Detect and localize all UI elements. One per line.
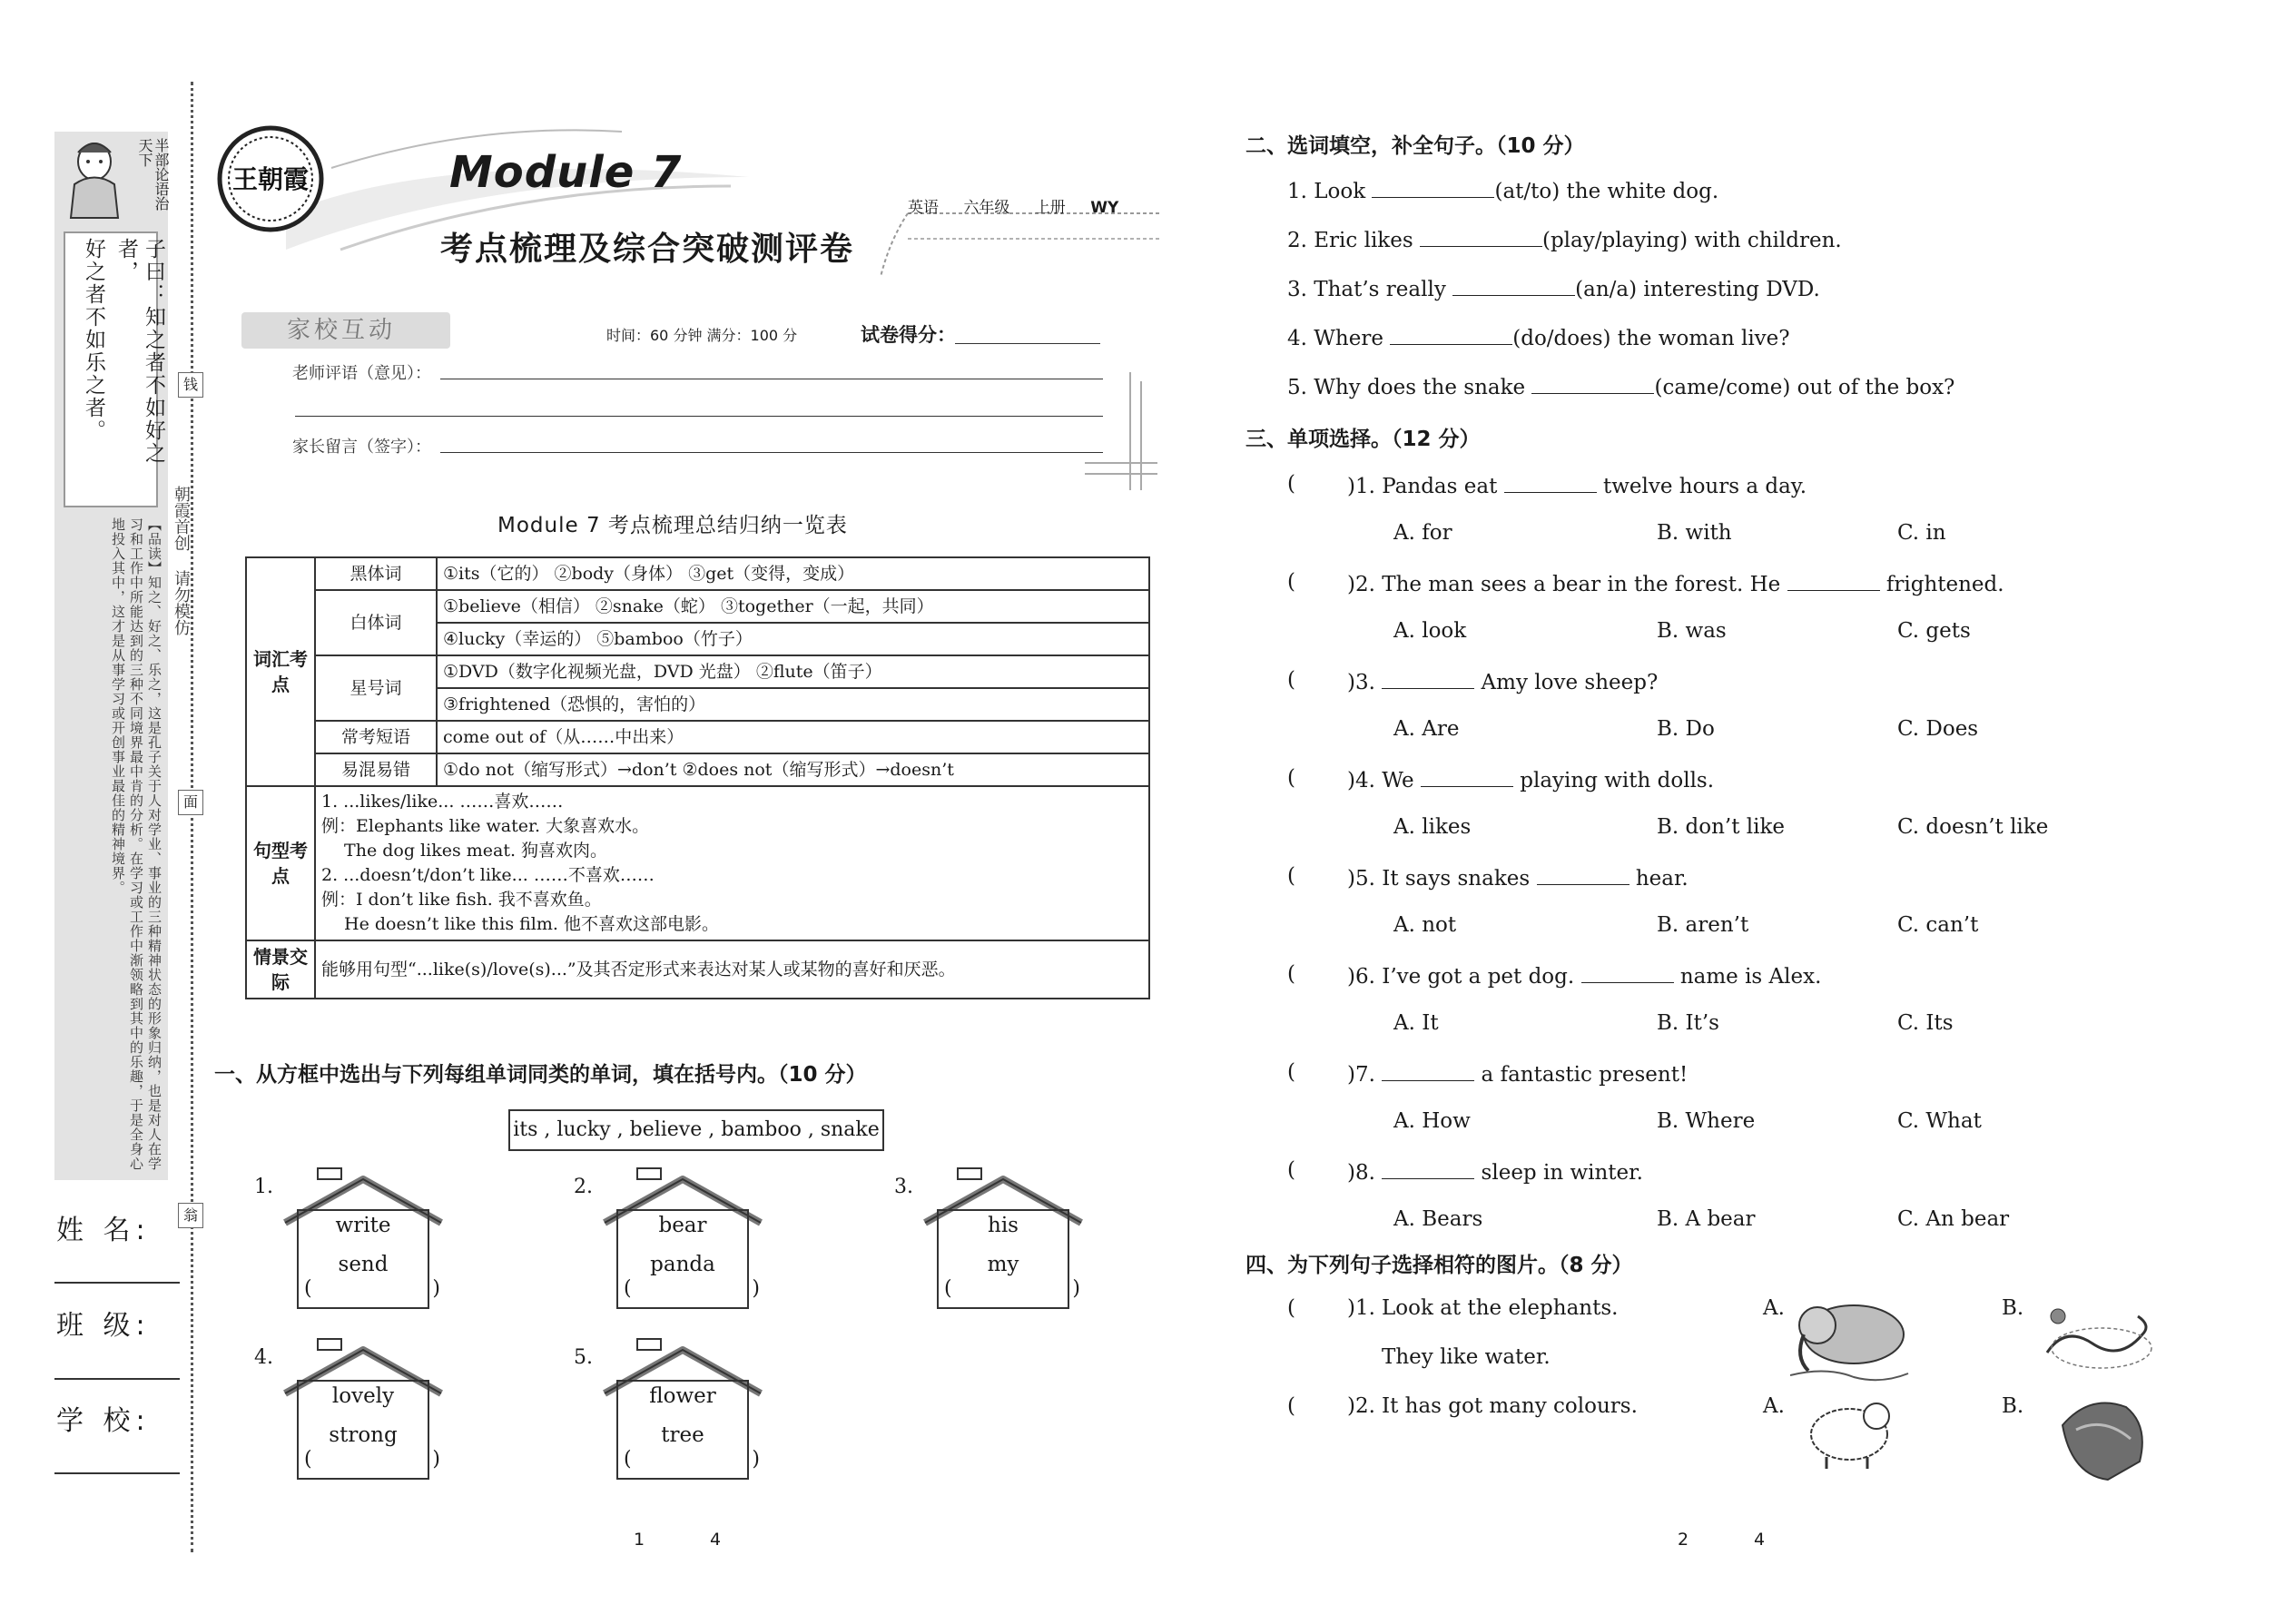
s3-question [1347,962,1821,989]
paren-open: ( [624,1448,632,1471]
summary-table [245,556,1150,999]
house-number: 4. [254,1346,273,1369]
s3-option-b[interactable]: B. A bear [1657,1207,1756,1231]
school-line[interactable] [54,1472,180,1474]
s3-pre: Pandas eat [1382,475,1498,498]
paren-close: ) [752,1448,760,1471]
sage-caption: 半部论语治天下 [136,138,170,211]
parent-comment-line[interactable] [440,452,1103,453]
teacher-comment-line2[interactable] [295,416,1103,417]
plain-words-line1: ①believe（相信） ②snake（蛇） ③together（一起，共同） [443,596,934,616]
s3-blank[interactable] [1787,570,1880,591]
house-word2: tree [661,1423,704,1447]
left-page-num2: 4 [710,1530,722,1550]
s4-q1-option-b[interactable]: B. [2002,1296,2024,1320]
s3-answer-paren[interactable]: ( [1287,472,1295,496]
s3-answer-paren[interactable]: ( [1287,1060,1295,1084]
bold-words-line1: ①its（它的） ②body（身体） ③get（变得，变成） [443,564,855,584]
module-title: Module 7 [449,147,683,198]
s3-question [1347,1060,1688,1087]
s3-option-c[interactable]: C. Its [1897,1011,1954,1035]
main-title: 考点梳理及综合突破测评卷 [440,231,855,268]
section2-title: 二、选词填空，补全句子。（10 分） [1245,134,1585,158]
logo-text: 王朝霞 [231,164,310,194]
s3-option-c[interactable]: C. Does [1897,717,1979,741]
snake-image[interactable] [2038,1298,2156,1380]
s2-blank[interactable] [1390,324,1512,345]
s3-num: )8. [1347,1161,1375,1185]
s2-pre: 3. That’s really [1287,278,1446,301]
right-page-num1: 2 [1678,1530,1689,1550]
s4-q1-option-a[interactable]: A. [1763,1296,1785,1320]
s3-question [1347,472,1807,498]
s3-question [1347,1158,1643,1185]
s3-blank[interactable] [1382,1158,1474,1179]
s3-post: hear. [1635,867,1689,891]
s3-question [1347,570,2004,596]
s3-answer-paren[interactable]: ( [1287,766,1295,790]
edition-label: WY [1090,199,1119,217]
pindu-text: 【品读】知之、好之、乐之，这是孔子关于人对学业、事业的三种精神状态的形象归纳，也是对人在学习和工作中所能达到的三种不同境界最中肯的分析。在学习或工作中渐领略到其中的乐趣，于是全身心地投入其中，这才是从事学习或开创事业最佳的精神境界。 [110,517,162,1171]
s3-option-b[interactable]: B. with [1657,521,1732,545]
s3-blank[interactable] [1382,1060,1474,1081]
class-label: 班 级: [56,1310,151,1342]
house-answer-blank[interactable] [624,1277,760,1300]
time-info: 时间：60 分钟 满分：100 分 [606,327,798,344]
row-label-confusables: 易混易错 [315,753,437,786]
s4-q1-line2: They like water. [1382,1345,1551,1369]
s2-post: (do/does) the woman live? [1512,327,1790,350]
s3-blank[interactable] [1537,864,1629,885]
s3-post: playing with dolls. [1520,769,1715,792]
confusables-line1: ①do not（缩写形式）→don’t ②does not（缩写形式）→doesn’t [443,760,954,780]
s3-answer-paren[interactable]: ( [1287,864,1295,888]
s3-num: )5. [1347,867,1375,891]
side-vertical-text: 朝霞首创 请勿模仿 [172,486,191,635]
s3-post: sleep in winter. [1481,1161,1643,1185]
word-box: its , lucky , believe , bamboo , snake [508,1109,884,1151]
house-word1: write [335,1214,391,1237]
s3-option-a[interactable]: A. How [1393,1109,1471,1133]
motto-line2: 好之者不如乐之者。 [82,238,105,442]
cut-line [191,82,193,1552]
s2-pre: 1. Look [1287,180,1366,203]
motto-line1: 子曰：知之者不如好之者， [114,238,165,465]
paren-open: ( [624,1277,632,1300]
s2-item [1287,373,1954,399]
s3-question [1347,766,1714,792]
s3-pre: I’ve got a pet dog. [1382,965,1575,989]
s4-q1-num: )1. [1347,1296,1375,1320]
s2-pre: 5. Why does the snake [1287,376,1526,399]
s3-blank[interactable] [1421,766,1513,787]
score-label: 试卷得分： [861,324,956,346]
s3-pre: It says snakes [1382,867,1531,891]
score-line[interactable] [955,343,1100,344]
row-label-star-words: 星号词 [315,655,437,721]
house-word2: send [338,1253,389,1276]
summary-title: Module 7 考点梳理总结归纳一览表 [497,514,848,537]
paren-close: ) [432,1448,440,1471]
s2-item [1287,275,1820,301]
s2-item [1287,324,1790,350]
row-label-phrases: 常考短语 [315,721,437,753]
star-words-line1: ①DVD（数字化视频光盘，DVD 光盘） ②flute（笛子） [443,662,882,682]
s3-option-a[interactable]: A. Are [1393,717,1460,741]
s3-question [1347,864,1689,891]
s3-pre: We [1382,769,1414,792]
s3-num: )2. [1347,573,1375,596]
name-line[interactable] [54,1282,180,1284]
row-label-bold-words: 黑体词 [315,557,437,590]
sage-illustration [58,134,131,221]
section4-title: 四、为下列句子选择相符的图片。（8 分） [1245,1254,1633,1277]
sentence-line5: 例：I don’t like fish. 我不喜欢鱼。 [321,890,602,910]
s3-answer-paren[interactable]: ( [1287,1158,1295,1182]
s3-post: Amy love sheep? [1481,671,1659,694]
s2-blank[interactable] [1531,373,1654,394]
s3-option-b[interactable]: B. don’t like [1657,815,1786,839]
house-answer-blank[interactable] [304,1448,440,1471]
house-answer-blank[interactable] [304,1277,440,1300]
s3-option-b[interactable]: B. Where [1657,1109,1756,1133]
s3-option-a[interactable]: A. for [1393,521,1452,545]
house-word2: my [987,1253,1019,1276]
side-mark-2: 面 [178,790,203,815]
paren-open: ( [304,1448,312,1471]
sentence-line6: He doesn’t like this film. 他不喜欢这部电影。 [321,914,719,934]
sentence-line3: The dog likes meat. 狗喜欢肉。 [321,841,608,861]
s3-blank[interactable] [1581,962,1674,983]
s3-option-c[interactable]: C. An bear [1897,1207,2010,1231]
s3-option-c[interactable]: C. can’t [1897,913,1979,937]
parent-comment-label: 家长留言（签字）： [292,438,431,457]
house-answer-blank[interactable] [944,1277,1080,1300]
s3-num: )3. [1347,671,1375,694]
s3-answer-paren[interactable]: ( [1287,570,1295,594]
s4-q2-option-a[interactable]: A. [1763,1394,1785,1418]
s3-option-a[interactable]: A. likes [1393,815,1472,839]
deco-lines [1085,372,1157,490]
s2-pre: 2. Eric likes [1287,229,1413,252]
name-label: 姓 名: [56,1215,151,1246]
sentence-line4: 2. ...doesn’t/don’t like... ……不喜欢…… [321,865,655,885]
s2-blank[interactable] [1452,275,1575,296]
sentence-line2: 例：Elephants like water. 大象喜欢水。 [321,816,650,836]
paren-open: ( [944,1277,952,1300]
s3-option-a[interactable]: A. Bears [1393,1207,1483,1231]
house-answer-blank[interactable] [624,1448,760,1471]
s3-num: )1. [1347,475,1375,498]
side-mark-3: 翁 [178,1203,203,1228]
s3-answer-paren[interactable]: ( [1287,668,1295,692]
s3-option-a[interactable]: A. not [1393,913,1457,937]
s4-q1-paren[interactable]: ( [1287,1296,1295,1320]
side-mark-1: 钱 [178,372,203,398]
phrases-line1: come out of（从……中出来） [443,727,684,747]
volume-label: 上册 [1034,199,1066,217]
s4-q2-num: )2. [1347,1394,1375,1418]
colourful-animal-image[interactable] [2053,1389,2153,1489]
s3-num: )6. [1347,965,1375,989]
paren-close: ) [1072,1277,1080,1300]
s3-answer-paren[interactable]: ( [1287,962,1295,986]
s3-post: frightened. [1885,573,2004,596]
paren-open: ( [304,1277,312,1300]
house-word1: bear [658,1214,707,1237]
logo-seal [216,124,325,233]
s2-post: (came/come) out of the box? [1654,376,1955,399]
row-label-plain-words: 白体词 [315,590,437,655]
s3-blank[interactable] [1382,668,1474,689]
s3-question [1347,668,1658,694]
s2-pre: 4. Where [1287,327,1383,350]
s3-num: )4. [1347,769,1375,792]
left-page-num1: 1 [634,1530,645,1550]
house-number: 1. [254,1176,273,1198]
section1-title: 一、从方框中选出与下列每组单词同类的单词，填在括号内。（10 分） [214,1063,867,1087]
s2-post: (an/a) interesting DVD. [1575,278,1820,301]
subject-label: 英语 [908,199,939,217]
s3-post: a fantastic present! [1481,1063,1689,1087]
s2-blank[interactable] [1372,177,1494,198]
s3-pre: The man sees a bear in the forest. He [1382,573,1781,596]
section3-title: 三、单项选择。（12 分） [1245,428,1481,451]
s3-option-c[interactable]: C. in [1897,521,1946,545]
s4-q2-line1: It has got many colours. [1382,1394,1638,1418]
situation-category: 情景交际 [246,940,315,999]
s3-option-a[interactable]: A. It [1393,1011,1439,1035]
house-number: 2. [574,1176,593,1198]
home-school-banner: 家校互动 [241,312,450,349]
s3-option-b[interactable]: B. was [1657,619,1727,643]
elephants-water-image[interactable] [1790,1294,1913,1384]
house-number: 3. [894,1176,913,1198]
sentence-line1: 1. ...likes/like... ……喜欢…… [321,792,564,812]
s2-item [1287,177,1718,203]
s3-option-c[interactable]: C. doesn’t like [1897,815,2049,839]
school-label: 学 校: [56,1405,151,1437]
paren-close: ) [432,1277,440,1300]
vocab-category: 词汇考点 [246,557,315,786]
s3-blank[interactable] [1504,472,1597,493]
right-page-num2: 4 [1754,1530,1766,1550]
teacher-comment-label: 老师评语（意见）： [292,364,431,383]
paren-close: ) [752,1277,760,1300]
s4-q1-line1: Look at the elephants. [1382,1296,1619,1320]
s2-post: (play/playing) with children. [1541,229,1842,252]
situation-text: 能够用句型“...like(s)/love(s)...”及其否定形式来表达对某人或某物的喜好和厌恶。 [321,960,956,979]
star-words-line2: ③frightened（恐惧的，害怕的） [443,694,706,714]
s4-q2-option-b[interactable]: B. [2002,1394,2024,1418]
house-word2: panda [650,1253,715,1276]
house-word1: his [988,1214,1019,1237]
plain-words-line2: ④lucky（幸运的） ⑤bamboo（竹子） [443,629,753,649]
s3-option-c[interactable]: C. gets [1897,619,1971,643]
s3-option-c[interactable]: C. What [1897,1109,1982,1133]
sheep-image[interactable] [1799,1389,1899,1471]
s2-blank[interactable] [1420,226,1542,247]
s3-option-b[interactable]: B. It’s [1657,1011,1719,1035]
house-word1: lovely [331,1384,395,1408]
s3-option-a[interactable]: A. look [1393,619,1467,643]
s3-post: twelve hours a day. [1602,475,1807,498]
s3-post: name is Alex. [1679,965,1822,989]
house-word2: strong [329,1423,398,1447]
class-line[interactable] [54,1378,180,1380]
s2-post: (at/to) the white dog. [1494,180,1719,203]
grade-label: 六年级 [963,199,1010,217]
house-number: 5. [574,1346,593,1369]
s3-num: )7. [1347,1063,1375,1087]
s4-q2-paren[interactable]: ( [1287,1394,1295,1418]
sentence-category: 句型考点 [246,786,315,940]
subject-bar [908,194,1138,217]
s2-item [1287,226,1842,252]
s3-option-b[interactable]: B. aren’t [1657,913,1749,937]
s3-option-b[interactable]: B. Do [1657,717,1715,741]
house-word1: flower [649,1384,716,1408]
